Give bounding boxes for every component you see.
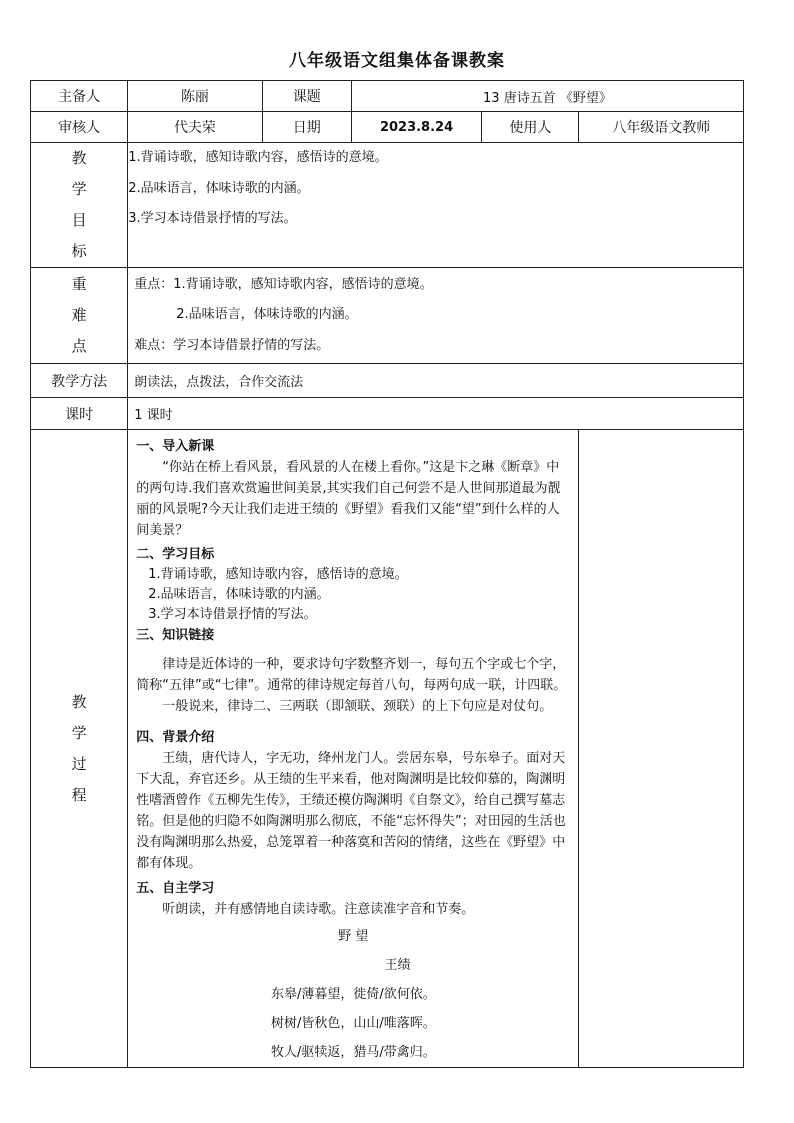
section-knowledge-title: 三、知识链接 [136, 628, 215, 643]
topic-label: 课题 [262, 81, 351, 112]
preparer-label: 主备人 [31, 81, 128, 112]
poem-line: 东皋/薄暮望，徙倚/欲何依。 [270, 987, 436, 1002]
method-value: 朗读法，点拨法，合作交流法 [128, 364, 744, 398]
process-label: 教 学 过 程 [31, 430, 128, 1068]
goals-label: 教 学 目 标 [31, 143, 128, 268]
study-goal-item: 3.学习本诗借景抒情的写法。 [148, 607, 317, 622]
poem-line: 牧人/驱犊返，猎马/带禽归。 [270, 1045, 436, 1060]
key-point-2: 2.品味语言，体味诗歌的内涵。 [176, 307, 358, 323]
key-point-1: 重点：1.背诵诗歌，感知诗歌内容，感悟诗的意境。 [134, 276, 433, 292]
section-intro-text: “你站在桥上看风景，看风景的人在楼上看你。”这是卞之琳《断章》中的两句诗.我们喜欢赏遍世间美景,其实我们自己何尝不是人世间那道最为靓丽的风景呢?今天让我们走进王绩的《野望》看我们又能“望”到什么样的人间美景？ [136, 460, 561, 538]
self-study-text: 听朗读，并有感情地自读诗歌。注意读准字音和节奏。 [162, 902, 475, 917]
goal-item: 1.背诵诗歌，感知诗歌内容，感悟诗的意境。 [128, 150, 388, 165]
poem-title: 野 望 [338, 929, 369, 944]
topic-value: 13 唐诗五首 《野望》 [351, 81, 743, 112]
user-value: 八年级语文教师 [579, 112, 744, 143]
date-value: 2023.8.24 [351, 112, 481, 143]
process-content [128, 430, 579, 1068]
method-row [31, 364, 744, 398]
process-row [31, 430, 744, 1068]
process-notes-column [579, 430, 744, 1068]
user-label: 使用人 [482, 112, 579, 143]
poem-author: 王绩 [384, 958, 411, 973]
goal-item: 2.品味语言，体味诗歌的内涵。 [128, 180, 310, 196]
poem-line: 树树/皆秋色，山山/唯落晖。 [270, 1016, 436, 1031]
hours-row [31, 398, 744, 430]
date-label: 日期 [262, 112, 351, 143]
preparer-value: 陈丽 [128, 81, 262, 112]
knowledge-text-2: 一般说来，律诗二、三两联（即颔联、颈联）的上下句应是对仗句。 [162, 699, 553, 714]
study-goal-item: 1.背诵诗歌，感知诗歌内容，感悟诗的意境。 [148, 567, 408, 582]
document-title: 八年级语文组集体备课教案 [289, 51, 505, 71]
background-text: 王绩，唐代诗人，字无功，绛州龙门人。尝居东皋，号东皋子。面对天下大乱，弃官还乡。从王绩的生平来看，他对陶渊明是比较仰慕的，陶渊明性嗜酒曾作《五柳先生传》，王绩还模仿陶渊明《自祭文》，给自己撰写墓志铭。但是他的归隐不如陶渊明那么彻底，不能“忘怀得失”；对田园的生活也没有陶渊明那么热爱，总笼罩着一种落寞和苦闷的情绪，这些在《野望》中都有体现。 [136, 751, 566, 871]
study-goal-item: 2.品味语言，体味诗歌的内涵。 [148, 587, 330, 602]
section-self-study-title: 五、自主学习 [136, 881, 215, 896]
method-label: 教学方法 [31, 364, 128, 398]
lesson-plan-table [30, 80, 744, 1068]
section-goals-title: 二、学习目标 [136, 547, 215, 562]
header-row-2 [31, 112, 744, 143]
header-row-1 [31, 81, 744, 112]
reviewer-value: 代夫荣 [128, 112, 262, 143]
goal-item: 3.学习本诗借景抒情的写法。 [128, 211, 297, 226]
hours-label: 课时 [31, 398, 128, 430]
difficulties-row [31, 268, 744, 364]
knowledge-text-1: 律诗是近体诗的一种，要求诗句字数整齐划一，每句五个字或七个字，简称“五律”或“七律”。通常的律诗规定每首八句，每两句成一联，计四联。 [136, 657, 567, 693]
section-intro-title: 一、导入新课 [136, 439, 215, 454]
hours-value: 1 课时 [128, 398, 744, 430]
goals-row [31, 143, 744, 268]
difficulties-content [128, 268, 744, 364]
reviewer-label: 审核人 [31, 112, 128, 143]
section-background-title: 四、背景介绍 [136, 730, 215, 745]
difficulties-label: 重 难 点 [31, 268, 128, 364]
goals-content [128, 143, 744, 268]
difficult-point: 难点：学习本诗借景抒情的写法。 [134, 337, 330, 353]
